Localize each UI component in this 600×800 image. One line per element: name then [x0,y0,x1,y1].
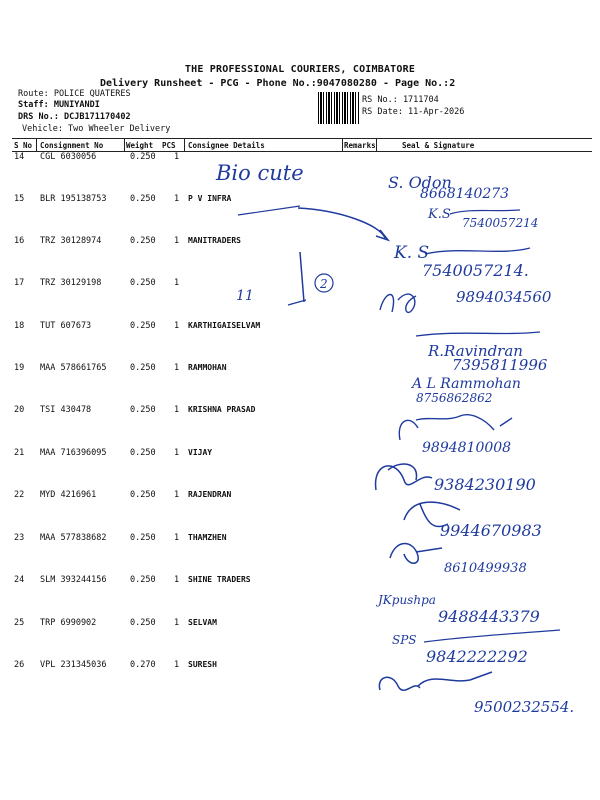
phone-18: 7395811996 [452,356,548,374]
row-consignment-no: CGL 6030056 [40,152,97,162]
row-pcs: 1 [174,490,180,500]
signature-19: A L Rammohan [412,376,521,392]
row-pcs: 1 [174,618,180,628]
table-row [0,321,600,341]
table-row [0,448,600,468]
row-consignee: P V INFRA [188,194,232,203]
row-pcs: 1 [174,363,180,373]
table-row [0,533,600,553]
row-weight: 0.250 [130,405,156,415]
row-consignee: KARTHIGAISELVAM [188,321,261,330]
row-pcs: 1 [174,405,180,415]
row-sno: 16 [14,236,25,246]
handwritten-circled-number: 2 [320,277,328,291]
row-consignment-no: TRZ 30128974 [40,236,102,246]
row-consignee: KRISHNA PRASAD [188,405,256,414]
route-label: Route: POLICE QUATERES [18,89,131,99]
row-pcs: 1 [174,152,180,162]
col-header-consignee: Consignee Details [188,141,265,150]
row-weight: 0.250 [130,533,156,543]
row-weight: 0.250 [130,575,156,585]
signature-24: JKpushpa [378,593,436,607]
phone-24: 9488443379 [438,607,540,626]
row-pcs: 1 [174,660,180,670]
row-sno: 25 [14,618,25,628]
col-header-seal: Seal & Signature [402,141,475,150]
table-row [0,194,600,214]
phone-14: 8668140273 [420,186,510,202]
row-weight: 0.250 [130,448,156,458]
table-row [0,363,600,383]
row-consignee: SHINE TRADERS [188,575,251,584]
row-sno: 21 [14,448,25,458]
table-row [0,236,600,256]
row-consignee: RAMMOHAN [188,363,227,372]
phone-19: 8756862862 [416,391,493,405]
row-sno: 24 [14,575,25,585]
row-consignee: VIJAY [188,448,213,457]
phone-22: 9944670983 [440,521,542,540]
phone-25: 9842222292 [426,647,528,666]
row-weight: 0.270 [130,660,156,670]
phone-16: 7540057214. [422,261,529,280]
signature-16: K. S [394,243,430,263]
row-weight: 0.250 [130,321,156,331]
row-pcs: 1 [174,236,180,246]
row-sno: 23 [14,533,25,543]
staff-label: Staff: MUNIYANDI [18,100,100,110]
row-weight: 0.250 [130,490,156,500]
row-consignment-no: SLM 393244156 [40,575,107,585]
row-consignment-no: TSI 430478 [40,405,92,415]
row-consignee: SURESH [188,660,217,669]
row-pcs: 1 [174,448,180,458]
runsheet-title: Delivery Runsheet - PCG - Phone No.:9047080280 - Page No.:2 [100,78,456,89]
column-divider [36,139,37,151]
ditto-bracket-foot [288,300,306,305]
signature-14: S. Odon [388,173,452,192]
row-sno: 18 [14,321,25,331]
row-consignee: THAMZHEN [188,533,227,542]
phone-20: 9894810008 [422,440,512,456]
row-sno: 19 [14,363,25,373]
table-row [0,490,600,510]
row-consignment-no: MAA 577838682 [40,533,107,543]
table-row [0,405,600,425]
col-header-consignment: Consignment No [40,141,104,150]
table-row [0,575,600,595]
row-weight: 0.250 [130,194,156,204]
row-consignee: SELVAM [188,618,217,627]
rs-number: RS No.: 1711704 [362,95,439,105]
row-consignee: RAJENDRAN [188,490,232,499]
col-header-weight: Weight [126,141,154,150]
row-pcs: 1 [174,194,180,204]
row-consignee: MANITRADERS [188,236,241,245]
row-weight: 0.250 [130,618,156,628]
signature-18: R.Ravindran [428,342,523,360]
row-weight: 0.250 [130,236,156,246]
row-sno: 20 [14,405,25,415]
row-consignment-no: VPL 231345036 [40,660,107,670]
row-pcs: 1 [174,575,180,585]
row-consignment-no: TRZ 30129198 [40,278,102,288]
column-divider [184,139,185,151]
column-divider [124,139,125,151]
row-consignment-no: MYD 4216961 [40,490,97,500]
column-divider [342,139,343,151]
row-weight: 0.250 [130,278,156,288]
row-consignment-no: BLR 195138753 [40,194,107,204]
row-sno: 15 [14,194,25,204]
row-consignment-no: TRP 6990902 [40,618,97,628]
drs-number: DRS No.: DCJB171170402 [18,112,131,122]
table-row [0,660,600,680]
rs-date: RS Date: 11-Apr-2026 [362,107,465,117]
signature-15: K.S [428,207,451,222]
phone-26: 9500232554. [474,698,575,716]
row-weight: 0.250 [130,363,156,373]
company-title: THE PROFESSIONAL COURIERS, COIMBATORE [184,64,416,75]
col-header-sno: S No [14,141,33,150]
barcode-image [318,92,360,124]
phone-23: 8610499938 [444,561,527,576]
row-pcs: 1 [174,321,180,331]
column-divider [376,139,377,151]
header-top-rule [12,138,592,139]
row-pcs: 1 [174,533,180,543]
table-row [0,152,600,172]
svg-text:Bio cute: Bio cute [216,161,304,185]
signature-25: SPS [392,633,417,647]
handwritten-ditto: 11 [236,288,254,304]
row-sno: 14 [14,152,25,162]
col-header-remarks: Remarks [344,141,376,150]
row-sno: 17 [14,278,25,288]
row-weight: 0.250 [130,152,156,162]
row-consignment-no: MAA 578661765 [40,363,107,373]
col-header-pcs: PCS [162,141,176,150]
vehicle-label: Vehicle: Two Wheeler Delivery [22,124,171,134]
row-pcs: 1 [174,278,180,288]
phone-21: 9384230190 [434,475,536,494]
row-sno: 22 [14,490,25,500]
table-row [0,278,600,298]
table-row [0,618,600,638]
row-sno: 26 [14,660,25,670]
phone-17: 9894034560 [456,288,552,306]
row-consignment-no: MAA 716396095 [40,448,107,458]
row-consignment-no: TUT 607673 [40,321,92,331]
phone-15: 7540057214 [462,216,539,230]
